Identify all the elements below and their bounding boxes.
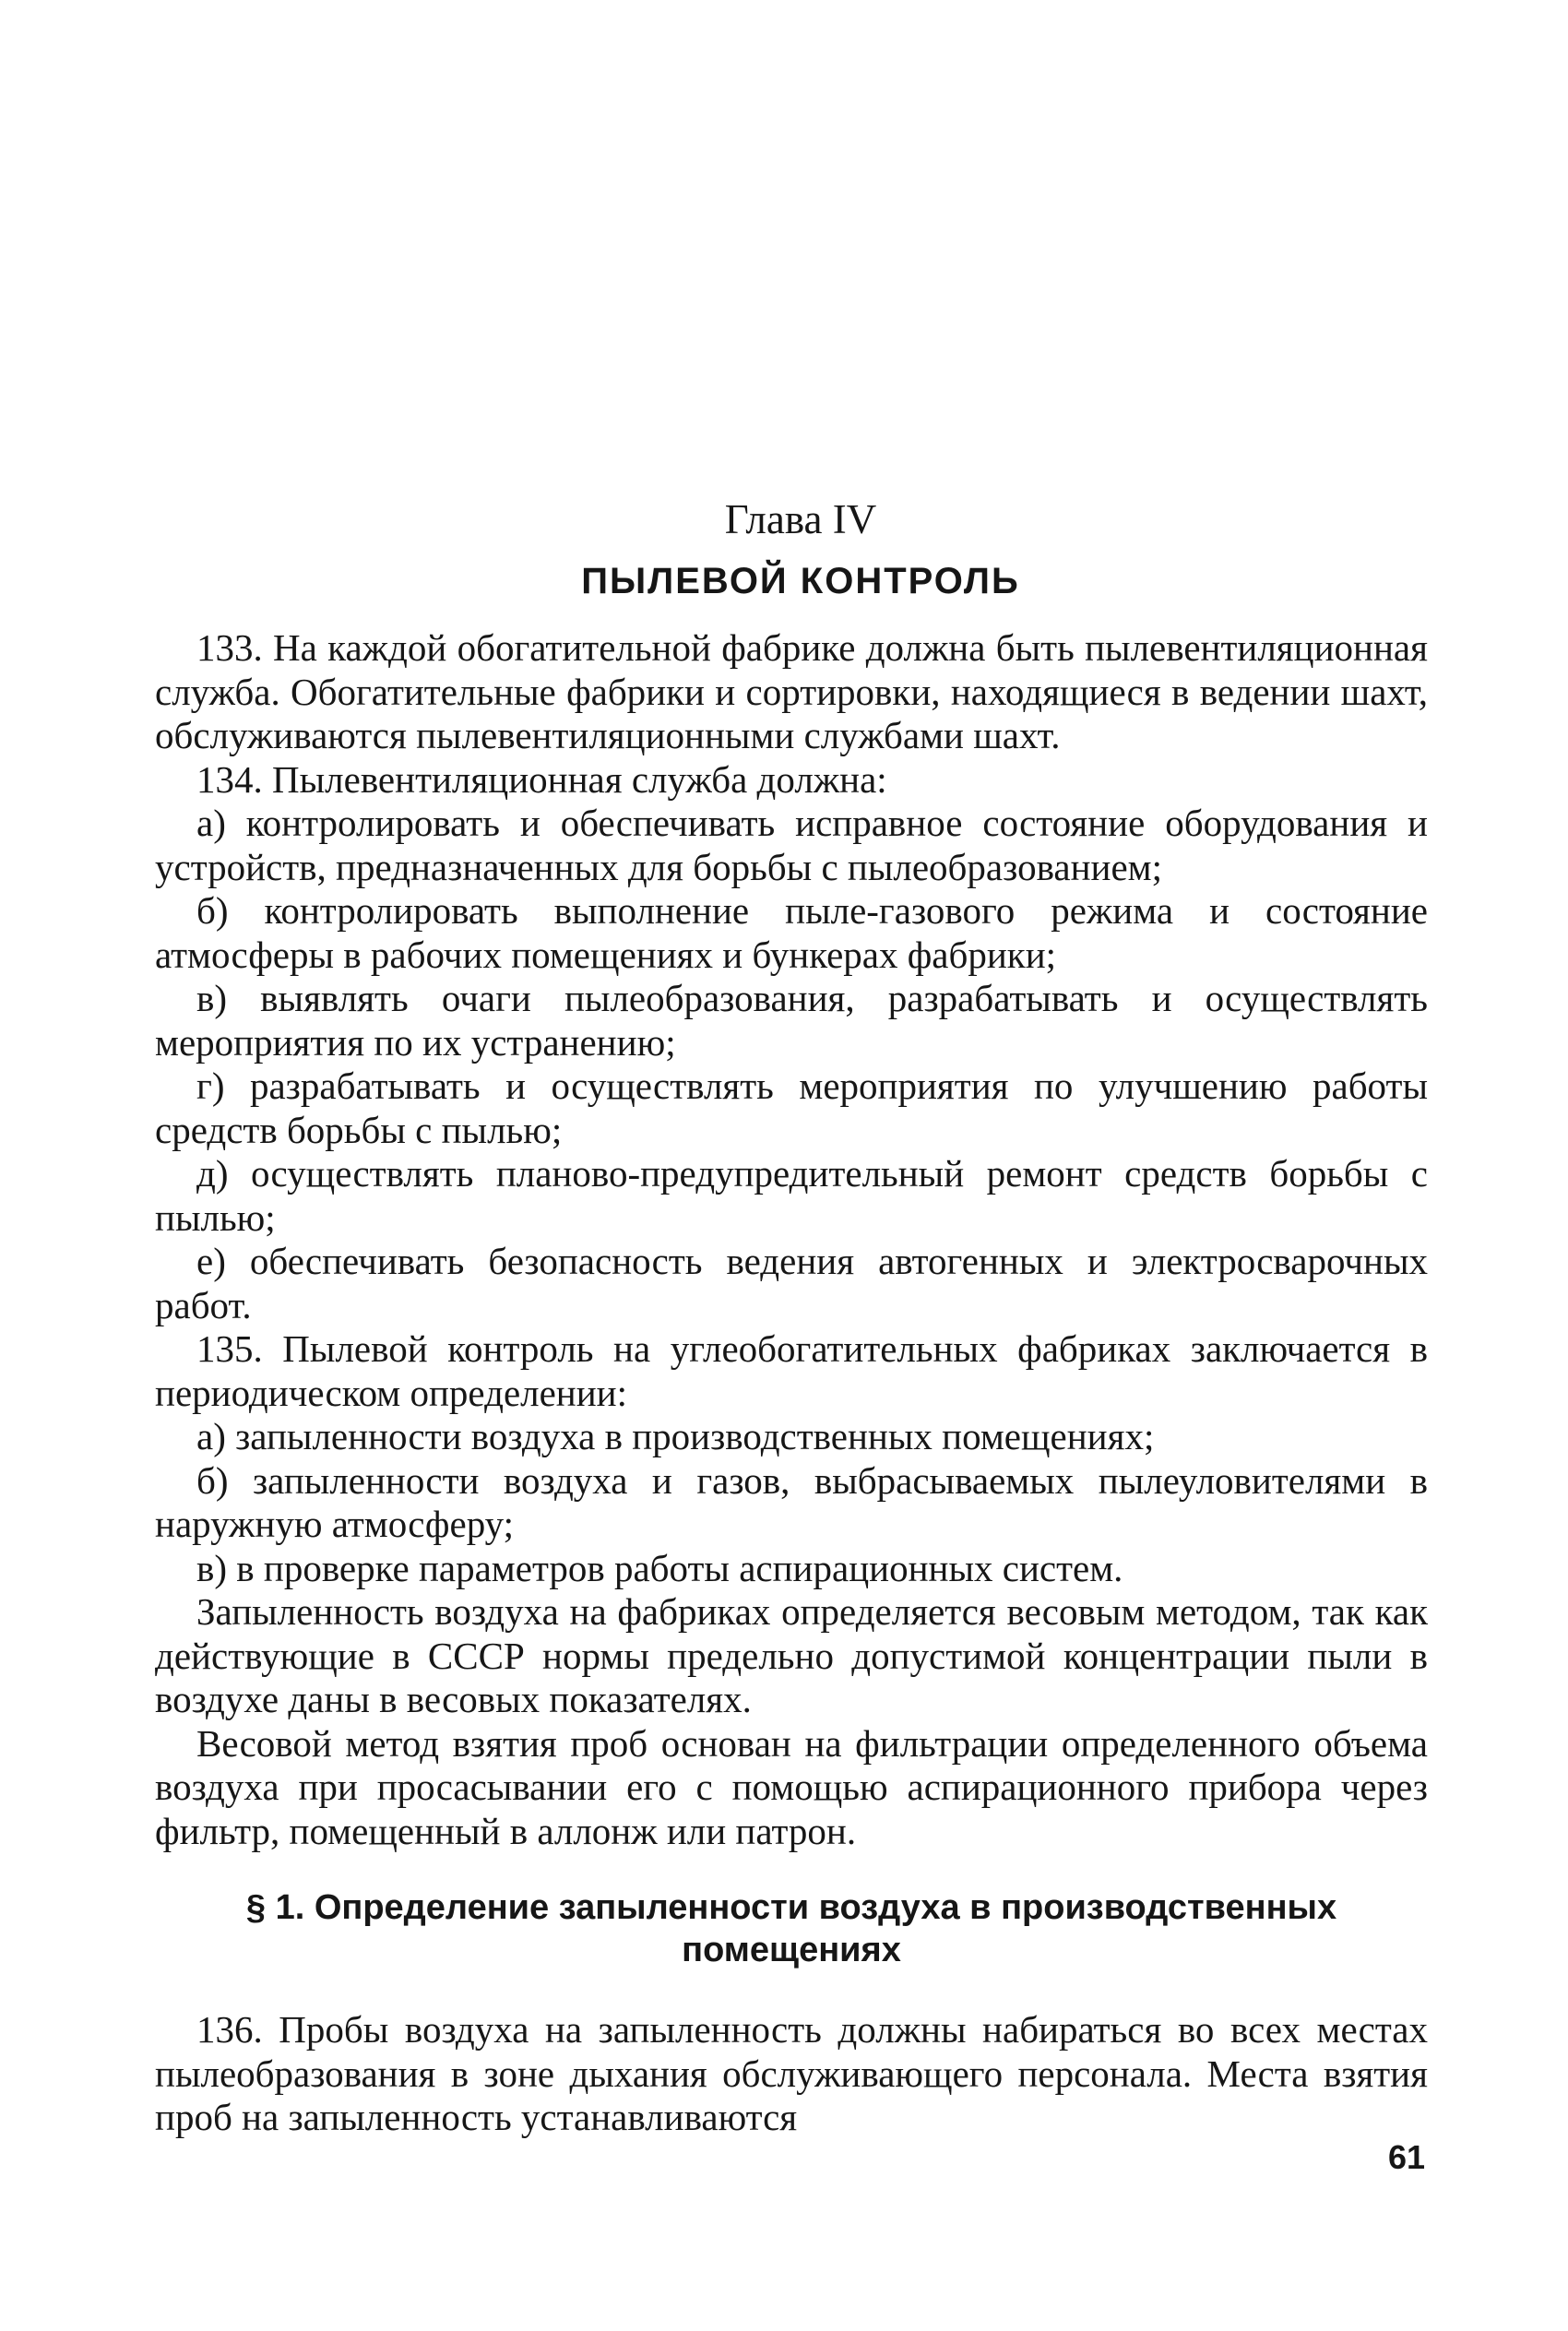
paragraph-weight-method: Запыленность воздуха на фабриках определяется весовым методом, так как действующие в СССР нормы предельно допустимой концентрации пыли в воздухе даны в весовых показателях. [155, 1590, 1428, 1720]
paragraph-134: 134. Пылевентиляционная служба должна: [196, 757, 887, 801]
paragraph-133: 133. На каждой обогатительной фабрике должна быть пылевентиляционная служба. Обогатительные фабрики и сортировки, находящиеся в ведении шахт, обслуживаются пылевентиляционными службами шахт. [155, 626, 1428, 756]
paragraph-sampling-method: Весовой метод взятия проб основан на фильтрации определенного объема воздуха при просасывании его с помощью аспирационного прибора через фильтр, помещенный в аллонж или патрон. [155, 1721, 1428, 1852]
chapter-label: Глава IV [724, 496, 877, 542]
list-item-134-g: г) разрабатывать и осуществлять мероприятия по улучшению работы средств борьбы с пылью; [155, 1064, 1428, 1151]
paragraph-135: 135. Пылевой контроль на углеобогатительных фабриках заключается в периодическом определении: [155, 1327, 1428, 1414]
page-body [155, 494, 1428, 2140]
list-item-134-d: д) осуществлять планово-предупредительный ремонт средств борьбы с пылью; [155, 1152, 1428, 1239]
paragraph-136: 136. Пробы воздуха на запыленность должны набираться во всех местах пылеобразования в зоне дыхания обслуживающего персонала. Места взятия проб на запыленность устанавливаются [155, 2008, 1428, 2138]
section-title: § 1. Определение запыленности воздуха в производственных помещениях [245, 1888, 1337, 1969]
list-item-135-b: б) запыленности воздуха и газов, выбрасываемых пылеуловителями в наружную атмосферу; [155, 1458, 1428, 1545]
list-item-135-a: а) запыленности воздуха в производственных помещениях; [196, 1415, 1155, 1457]
list-item-134-v: в) выявлять очаги пылеобразования, разрабатывать и осуществлять мероприятия по их устранению; [155, 977, 1428, 1064]
list-item-134-a: а) контролировать и обеспечивать исправное состояние оборудования и устройств, предназначенных для борьбы с пылеобразованием; [155, 802, 1428, 888]
list-item-135-v: в) в проверке параметров работы аспирационных систем. [196, 1546, 1123, 1589]
list-item-134-b: б) контролировать выполнение пыле-газового режима и состояние атмосферы в рабочих помещениях и бункерах фабрики; [155, 889, 1428, 976]
page-number: 61 [1387, 2138, 1425, 2176]
list-item-134-e: е) обеспечивать безопасность ведения автогенных и электросварочных работ. [155, 1240, 1428, 1326]
chapter-title: ПЫЛЕВОЙ КОНТРОЛЬ [581, 561, 1020, 601]
